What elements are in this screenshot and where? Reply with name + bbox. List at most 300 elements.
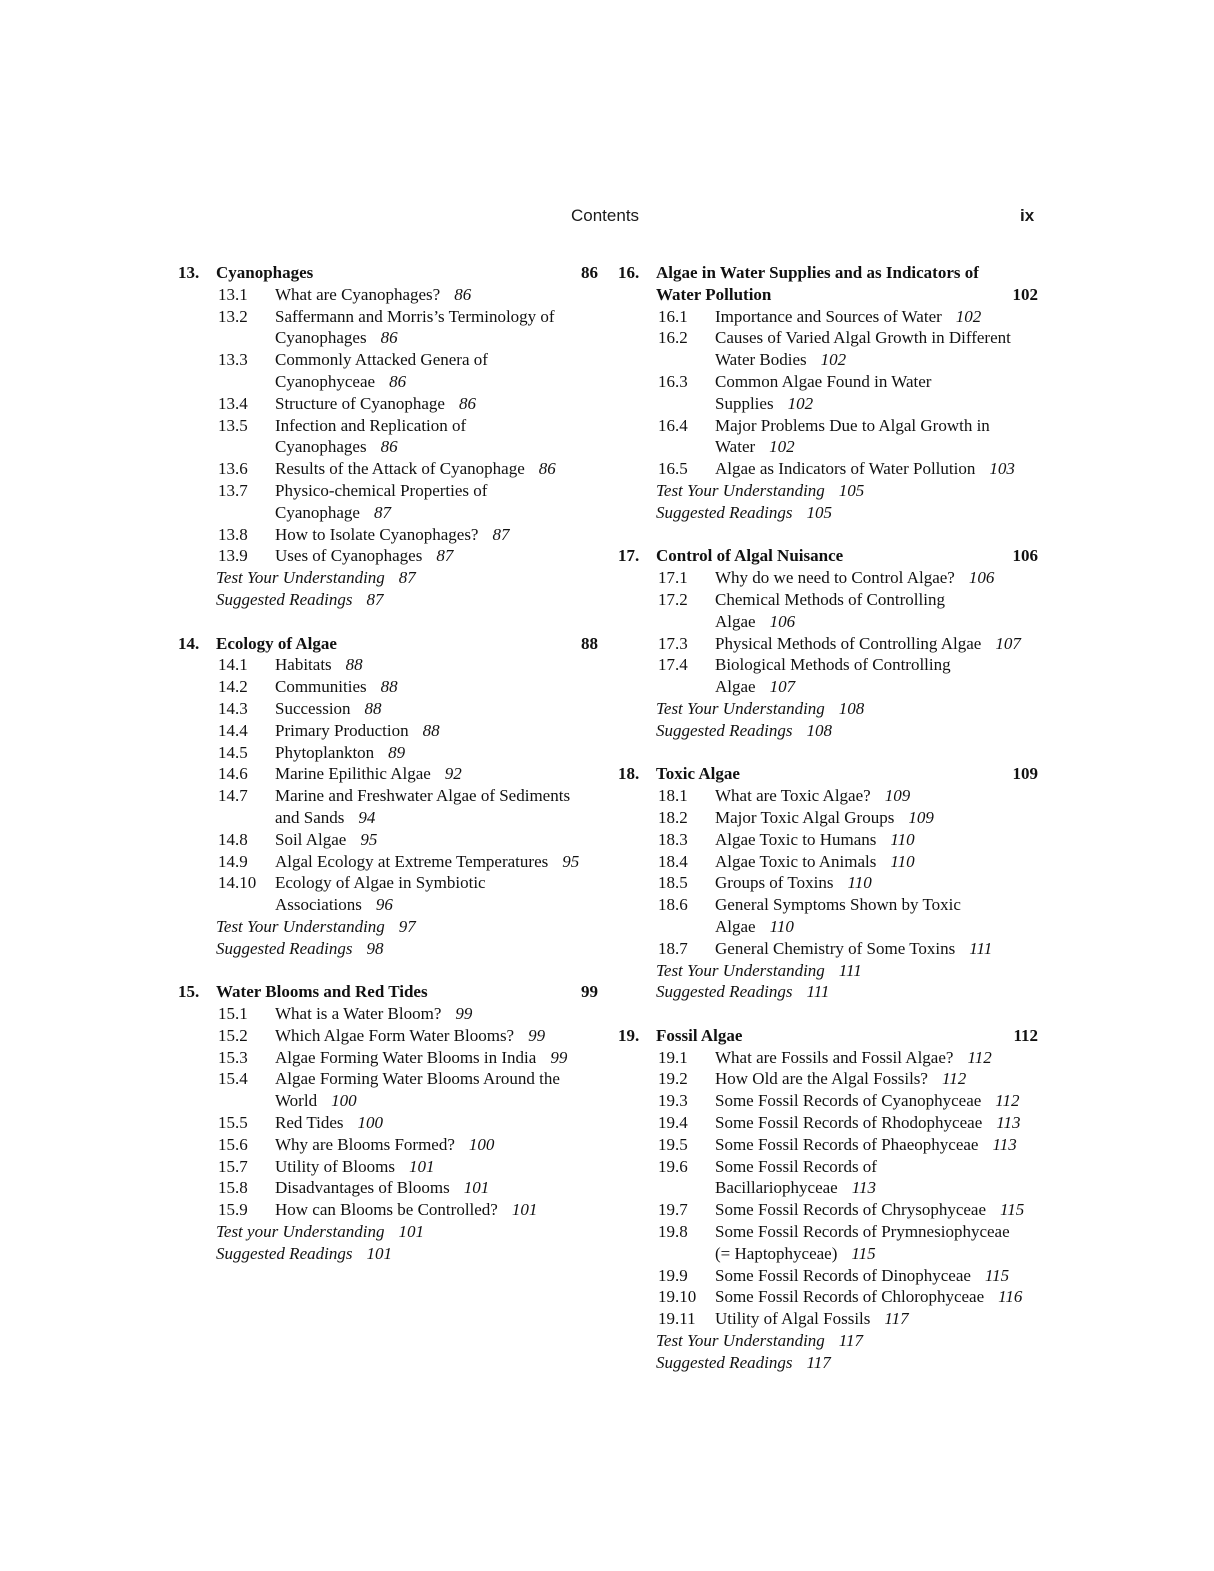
section-number: 17.4 — [658, 655, 688, 675]
section-entry[interactable] — [178, 524, 598, 546]
section-entry[interactable] — [618, 1308, 1038, 1330]
section-title: Algae Toxic to Humans — [715, 829, 877, 849]
section-title: What is a Water Bloom? — [275, 1004, 442, 1024]
chapter-page-number: 88 — [581, 633, 598, 653]
section-entry[interactable] — [178, 1199, 598, 1221]
section-title: Which Algae Form Water Blooms? — [275, 1025, 515, 1045]
chapter-title: Control of Algal Nuisance — [656, 546, 844, 566]
section-number: 18.1 — [658, 786, 688, 806]
section-title: General Symptoms Shown by Toxic Algae — [715, 895, 961, 936]
section-number: 15.9 — [218, 1200, 248, 1220]
running-head-title: Contents — [571, 206, 640, 225]
section-number: 19.8 — [658, 1222, 688, 1242]
section-page-number: 106 — [968, 568, 995, 588]
section-number: 19.5 — [658, 1134, 688, 1154]
section-entry[interactable] — [178, 872, 598, 916]
section-number: 17.3 — [658, 633, 688, 653]
section-page-number: 107 — [995, 633, 1021, 653]
chapter-block — [178, 262, 598, 611]
chapter-number: 18. — [618, 764, 640, 784]
section-page-number: 96 — [375, 895, 393, 915]
chapter-number: 19. — [618, 1025, 640, 1045]
test-label: Test Your Understanding — [656, 960, 825, 980]
readings-label: Suggested Readings — [216, 938, 353, 958]
section-page-number: 99 — [550, 1047, 568, 1067]
section-page-number: 115 — [851, 1243, 876, 1263]
section-number: 19.7 — [658, 1200, 688, 1220]
section-page-number: 115 — [984, 1265, 1010, 1285]
section-title: Algae Forming Water Blooms Around the World — [275, 1069, 560, 1111]
section-title: Physico-chemical Properties of Cyanophage — [275, 480, 488, 522]
test-your-understanding-entry[interactable] — [618, 960, 1038, 982]
section-number: 15.5 — [218, 1113, 248, 1133]
section-page-number: 94 — [358, 807, 376, 827]
section-page-number: 109 — [884, 786, 911, 806]
section-title: Algae Forming Water Blooms in India — [275, 1047, 537, 1067]
section-entry[interactable] — [618, 567, 1038, 589]
section-entry[interactable] — [618, 938, 1038, 960]
section-entry[interactable] — [618, 894, 1038, 938]
test-your-understanding-entry[interactable] — [178, 567, 598, 589]
section-title: How can Blooms be Controlled? — [275, 1200, 498, 1220]
section-page-number: 117 — [884, 1309, 909, 1329]
suggested-readings-entry[interactable] — [618, 1352, 1038, 1374]
section-number: 19.1 — [658, 1047, 688, 1067]
section-page-number: 109 — [908, 807, 934, 827]
section-title: How to Isolate Cyanophages? — [275, 524, 479, 544]
readings-label: Suggested Readings — [656, 1352, 793, 1372]
test-page-number: 117 — [838, 1331, 864, 1351]
contents-right-column — [618, 262, 1038, 1395]
section-title: Algae Toxic to Animals — [715, 851, 877, 871]
chapter-heading[interactable] — [618, 1025, 1038, 1047]
section-number: 18.7 — [658, 938, 688, 958]
section-page-number: 92 — [444, 764, 462, 784]
section-title: Uses of Cyanophages — [275, 546, 423, 566]
chapter-title: Algae in Water Supplies and as Indicators of Water Pollution — [656, 263, 979, 304]
section-entry[interactable] — [618, 872, 1038, 894]
section-entry[interactable] — [178, 1177, 598, 1199]
readings-page-number: 108 — [806, 720, 832, 740]
chapter-block — [618, 262, 1038, 524]
suggested-readings-entry[interactable] — [178, 589, 598, 611]
chapter-title: Water Blooms and Red Tides — [216, 982, 428, 1002]
chapter-page-number: 99 — [581, 982, 598, 1002]
section-number: 14.8 — [218, 829, 248, 849]
section-entry[interactable] — [178, 1003, 598, 1025]
section-title: What are Toxic Algae? — [715, 786, 871, 806]
running-head-page-number: ix — [1020, 206, 1035, 225]
chapter-heading[interactable] — [618, 545, 1038, 567]
section-number: 15.4 — [218, 1069, 248, 1089]
section-number: 13.7 — [218, 480, 248, 500]
chapter-page-number: 112 — [1013, 1025, 1038, 1045]
section-page-number: 88 — [345, 655, 363, 675]
section-page-number: 106 — [769, 611, 796, 631]
section-page-number: 86 — [458, 393, 476, 413]
chapter-block — [618, 545, 1038, 741]
section-number: 13.6 — [218, 459, 248, 479]
section-number: 18.5 — [658, 873, 688, 893]
section-page-number: 86 — [380, 328, 398, 348]
section-number: 15.6 — [218, 1134, 248, 1154]
section-entry[interactable] — [618, 829, 1038, 851]
section-page-number: 110 — [890, 851, 915, 871]
section-number: 14.9 — [218, 851, 248, 871]
test-label: Test Your Understanding — [216, 568, 385, 588]
section-number: 15.8 — [218, 1178, 248, 1198]
section-title: Ecology of Algae in Symbiotic Associations — [275, 873, 486, 915]
test-your-understanding-entry[interactable] — [618, 480, 1038, 502]
test-page-number: 101 — [398, 1222, 424, 1242]
section-title: What are Fossils and Fossil Algae? — [715, 1047, 954, 1067]
section-page-number: 95 — [360, 829, 378, 849]
section-page-number: 110 — [769, 916, 794, 936]
section-page-number: 113 — [851, 1178, 876, 1198]
chapter-page-number: 109 — [1012, 764, 1038, 784]
section-page-number: 102 — [955, 306, 982, 326]
section-entry[interactable] — [178, 676, 598, 698]
section-number: 19.3 — [658, 1091, 688, 1111]
section-number: 15.1 — [218, 1004, 248, 1024]
chapter-title: Toxic Algae — [656, 764, 740, 784]
section-page-number: 112 — [995, 1091, 1020, 1111]
section-title: Algal Ecology at Extreme Temperatures — [275, 851, 549, 871]
section-entry[interactable] — [178, 1047, 598, 1069]
section-title: Marine and Freshwater Algae of Sediments and Sands — [275, 786, 571, 827]
section-number: 19.4 — [658, 1113, 688, 1133]
chapter-block — [178, 633, 598, 960]
section-page-number: 87 — [373, 502, 391, 522]
readings-page-number: 105 — [806, 502, 832, 522]
section-page-number: 89 — [388, 742, 406, 762]
chapter-heading[interactable] — [618, 763, 1038, 785]
section-number: 14.1 — [218, 655, 248, 675]
section-entry[interactable] — [618, 306, 1038, 328]
section-page-number: 99 — [455, 1004, 473, 1024]
section-page-number: 112 — [941, 1069, 967, 1089]
section-title: Common Algae Found in Water Supplies — [715, 371, 932, 413]
chapter-block — [618, 1025, 1038, 1374]
section-title: Groups of Toxins — [715, 873, 834, 893]
section-entry[interactable] — [178, 1068, 598, 1112]
section-title: Phytoplankton — [275, 742, 375, 762]
section-number: 16.1 — [658, 306, 688, 326]
section-number: 18.2 — [658, 807, 688, 827]
section-number: 17.2 — [658, 589, 688, 609]
section-page-number: 101 — [511, 1200, 538, 1220]
chapter-block — [618, 763, 1038, 1003]
test-label: Test Your Understanding — [656, 698, 825, 718]
section-entry[interactable] — [178, 458, 598, 480]
test-your-understanding-entry[interactable] — [618, 698, 1038, 720]
contents-left-column — [178, 262, 598, 1286]
section-title: Results of the Attack of Cyanophage — [275, 459, 525, 479]
section-number: 14.2 — [218, 677, 248, 697]
test-your-understanding-entry[interactable] — [178, 1221, 598, 1243]
section-page-number: 112 — [967, 1047, 992, 1067]
test-page-number: 108 — [838, 698, 865, 718]
chapter-title: Ecology of Algae — [216, 633, 337, 653]
section-number: 14.4 — [218, 720, 248, 740]
section-title: Disadvantages of Blooms — [275, 1178, 450, 1198]
section-title: Succession — [275, 698, 351, 718]
section-page-number: 102 — [787, 393, 814, 413]
section-page-number: 110 — [847, 873, 872, 893]
test-page-number: 105 — [838, 480, 865, 500]
section-title: Commonly Attacked Genera of Cyanophyceae — [275, 350, 488, 391]
section-number: 15.2 — [218, 1025, 248, 1045]
readings-label: Suggested Readings — [656, 502, 793, 522]
section-entry[interactable] — [178, 306, 598, 350]
section-entry[interactable] — [178, 284, 598, 306]
section-number: 14.3 — [218, 698, 248, 718]
section-entry[interactable] — [178, 720, 598, 742]
chapter-heading[interactable] — [178, 633, 598, 655]
section-title: Importance and Sources of Water — [715, 306, 942, 326]
section-entry[interactable] — [618, 1265, 1038, 1287]
suggested-readings-entry[interactable] — [178, 938, 598, 960]
section-entry[interactable] — [178, 763, 598, 785]
section-entry[interactable] — [618, 654, 1038, 698]
section-entry[interactable] — [618, 633, 1038, 655]
section-entry[interactable] — [618, 415, 1038, 459]
section-title: Algae as Indicators of Water Pollution — [715, 459, 976, 479]
chapter-number: 15. — [178, 982, 200, 1002]
section-title: How Old are the Algal Fossils? — [715, 1069, 928, 1089]
test-page-number: 87 — [398, 568, 416, 588]
section-number: 13.5 — [218, 415, 248, 435]
section-entry[interactable] — [618, 1090, 1038, 1112]
chapter-number: 16. — [618, 263, 640, 282]
section-page-number: 101 — [408, 1156, 435, 1176]
section-entry[interactable] — [618, 1134, 1038, 1156]
section-title: Physical Methods of Controlling Algae — [715, 633, 982, 653]
section-entry[interactable] — [178, 742, 598, 764]
section-entry[interactable] — [618, 807, 1038, 829]
section-entry[interactable] — [178, 480, 598, 524]
section-page-number: 111 — [969, 938, 993, 958]
section-title: Saffermann and Morris’s Terminology of Cyanophages — [275, 306, 555, 348]
readings-page-number: 87 — [366, 589, 384, 609]
section-number: 14.5 — [218, 742, 248, 762]
section-entry[interactable] — [178, 851, 598, 873]
section-title: Utility of Algal Fossils — [715, 1309, 871, 1329]
suggested-readings-entry[interactable] — [618, 720, 1038, 742]
section-number: 17.1 — [658, 568, 688, 588]
chapter-number: 13. — [178, 263, 200, 282]
section-title: Major Toxic Algal Groups — [715, 807, 895, 827]
chapter-block — [178, 981, 598, 1264]
section-page-number: 115 — [1000, 1200, 1025, 1220]
section-page-number: 87 — [436, 546, 454, 566]
section-entry[interactable] — [178, 1134, 598, 1156]
section-number: 15.3 — [218, 1047, 248, 1067]
suggested-readings-entry[interactable] — [618, 981, 1038, 1003]
readings-label: Suggested Readings — [216, 1243, 353, 1263]
section-number: 19.2 — [658, 1069, 688, 1089]
section-number: 18.6 — [658, 895, 688, 915]
readings-label: Suggested Readings — [216, 589, 353, 609]
readings-label: Suggested Readings — [656, 720, 793, 740]
section-page-number: 100 — [468, 1134, 495, 1154]
section-entry[interactable] — [178, 785, 598, 829]
suggested-readings-entry[interactable] — [618, 502, 1038, 524]
section-entry[interactable] — [618, 1047, 1038, 1069]
chapter-page-number: 106 — [1012, 546, 1038, 566]
section-title: Some Fossil Records of Prymnesiophyceae (= Haptophyceae) — [715, 1222, 1010, 1263]
chapter-number: 17. — [618, 546, 640, 566]
section-title: Chemical Methods of Controlling Algae — [715, 589, 945, 631]
section-number: 19.11 — [658, 1309, 696, 1329]
section-number: 13.2 — [218, 306, 248, 326]
test-your-understanding-entry[interactable] — [178, 916, 598, 938]
section-title: Habitats — [275, 655, 332, 675]
chapter-title: Cyanophages — [216, 263, 314, 282]
section-title: Some Fossil Records of Cyanophyceae — [715, 1091, 982, 1111]
chapter-heading[interactable] — [178, 981, 598, 1003]
section-entry[interactable] — [618, 1112, 1038, 1134]
section-page-number: 87 — [492, 524, 510, 544]
section-title: Some Fossil Records of Phaeophyceae — [715, 1134, 979, 1154]
section-number: 16.5 — [658, 459, 688, 479]
section-title: Causes of Varied Algal Growth in Different Water Bodies — [715, 328, 1011, 370]
section-title: What are Cyanophages? — [275, 284, 441, 304]
section-number: 13.8 — [218, 524, 248, 544]
section-title: Primary Production — [275, 720, 409, 740]
section-page-number: 116 — [998, 1287, 1023, 1307]
section-page-number: 99 — [528, 1025, 546, 1045]
section-page-number: 100 — [331, 1091, 357, 1111]
chapter-title: Fossil Algae — [656, 1025, 743, 1045]
section-page-number: 88 — [422, 720, 440, 740]
section-number: 13.9 — [218, 546, 248, 566]
section-title: Major Problems Due to Algal Growth in Water — [715, 415, 990, 457]
section-title: Some Fossil Records of Bacillariophyceae — [715, 1156, 877, 1198]
section-title: Communities — [275, 677, 367, 697]
section-number: 13.3 — [218, 350, 248, 370]
section-number: 13.4 — [218, 393, 248, 413]
section-title: Red Tides — [275, 1113, 344, 1133]
section-number: 16.4 — [658, 415, 688, 435]
section-entry[interactable] — [178, 1112, 598, 1134]
section-entry[interactable] — [178, 1025, 598, 1047]
section-page-number: 103 — [989, 459, 1015, 479]
section-title: General Chemistry of Some Toxins — [715, 938, 956, 958]
section-page-number: 95 — [562, 851, 580, 871]
section-page-number: 102 — [820, 350, 847, 370]
section-entry[interactable] — [178, 393, 598, 415]
section-entry[interactable] — [618, 371, 1038, 415]
section-number: 18.3 — [658, 829, 688, 849]
section-entry[interactable] — [178, 415, 598, 459]
section-number: 19.9 — [658, 1265, 688, 1285]
section-page-number: 86 — [454, 284, 472, 304]
section-title: Some Fossil Records of Chlorophyceae — [715, 1287, 985, 1307]
section-title: Soil Algae — [275, 829, 347, 849]
readings-page-number: 117 — [806, 1352, 831, 1372]
section-entry[interactable] — [178, 545, 598, 567]
section-entry[interactable] — [618, 851, 1038, 873]
section-title: Utility of Blooms — [275, 1156, 395, 1176]
readings-page-number: 101 — [366, 1243, 392, 1263]
section-title: Some Fossil Records of Dinophyceae — [715, 1265, 971, 1285]
section-page-number: 102 — [769, 437, 795, 457]
section-entry[interactable] — [618, 589, 1038, 633]
section-page-number: 110 — [890, 829, 915, 849]
running-head — [0, 206, 1214, 232]
section-number: 15.7 — [218, 1156, 248, 1176]
section-number: 18.4 — [658, 851, 688, 871]
section-entry[interactable] — [618, 1221, 1038, 1265]
section-entry[interactable] — [618, 458, 1038, 480]
section-title: Marine Epilithic Algae — [275, 764, 431, 784]
section-page-number: 88 — [364, 698, 382, 718]
section-page-number: 113 — [992, 1134, 1017, 1154]
test-label: Test Your Understanding — [656, 480, 825, 500]
section-entry[interactable] — [618, 785, 1038, 807]
section-title: Biological Methods of Controlling Algae — [715, 655, 951, 697]
test-your-understanding-entry[interactable] — [618, 1330, 1038, 1352]
section-page-number: 86 — [389, 371, 407, 391]
section-page-number: 86 — [538, 459, 556, 479]
section-page-number: 113 — [996, 1113, 1021, 1133]
section-entry[interactable] — [178, 829, 598, 851]
section-page-number: 86 — [380, 437, 398, 457]
section-entry[interactable] — [178, 349, 598, 393]
test-page-number: 111 — [838, 960, 862, 980]
section-entry[interactable] — [618, 1199, 1038, 1221]
section-entry[interactable] — [178, 698, 598, 720]
section-page-number: 101 — [463, 1178, 490, 1198]
section-title: Some Fossil Records of Chrysophyceae — [715, 1200, 987, 1220]
section-title: Why are Blooms Formed? — [275, 1134, 455, 1154]
section-entry[interactable] — [618, 1156, 1038, 1200]
section-number: 16.3 — [658, 371, 688, 391]
section-entry[interactable] — [618, 1286, 1038, 1308]
section-entry[interactable] — [618, 1068, 1038, 1090]
section-page-number: 107 — [769, 677, 796, 697]
readings-label: Suggested Readings — [656, 982, 793, 1002]
chapter-number: 14. — [178, 633, 200, 653]
test-label: Test Your Understanding — [656, 1331, 825, 1351]
test-label: Test your Understanding — [216, 1222, 385, 1242]
section-entry[interactable] — [178, 1156, 598, 1178]
section-number: 14.6 — [218, 764, 248, 784]
chapter-heading[interactable] — [618, 262, 1038, 306]
readings-page-number: 111 — [806, 982, 830, 1002]
section-title: Some Fossil Records of Rhodophyceae — [715, 1113, 983, 1133]
section-number: 13.1 — [218, 284, 248, 304]
section-number: 16.2 — [658, 328, 688, 348]
section-title: Structure of Cyanophage — [275, 393, 445, 413]
section-title: Infection and Replication of Cyanophages — [275, 415, 467, 457]
suggested-readings-entry[interactable] — [178, 1243, 598, 1265]
section-entry[interactable] — [178, 654, 598, 676]
section-number: 19.6 — [658, 1156, 688, 1176]
test-label: Test Your Understanding — [216, 916, 385, 936]
test-page-number: 97 — [398, 916, 416, 936]
section-entry[interactable] — [618, 327, 1038, 371]
readings-page-number: 98 — [366, 938, 384, 958]
chapter-page-number: 102 — [1012, 284, 1038, 304]
chapter-page-number: 86 — [581, 263, 598, 282]
section-page-number: 88 — [380, 677, 398, 697]
chapter-heading[interactable] — [178, 262, 598, 284]
section-number: 14.10 — [218, 873, 257, 893]
section-number: 14.7 — [218, 786, 248, 806]
section-page-number: 100 — [357, 1113, 383, 1133]
